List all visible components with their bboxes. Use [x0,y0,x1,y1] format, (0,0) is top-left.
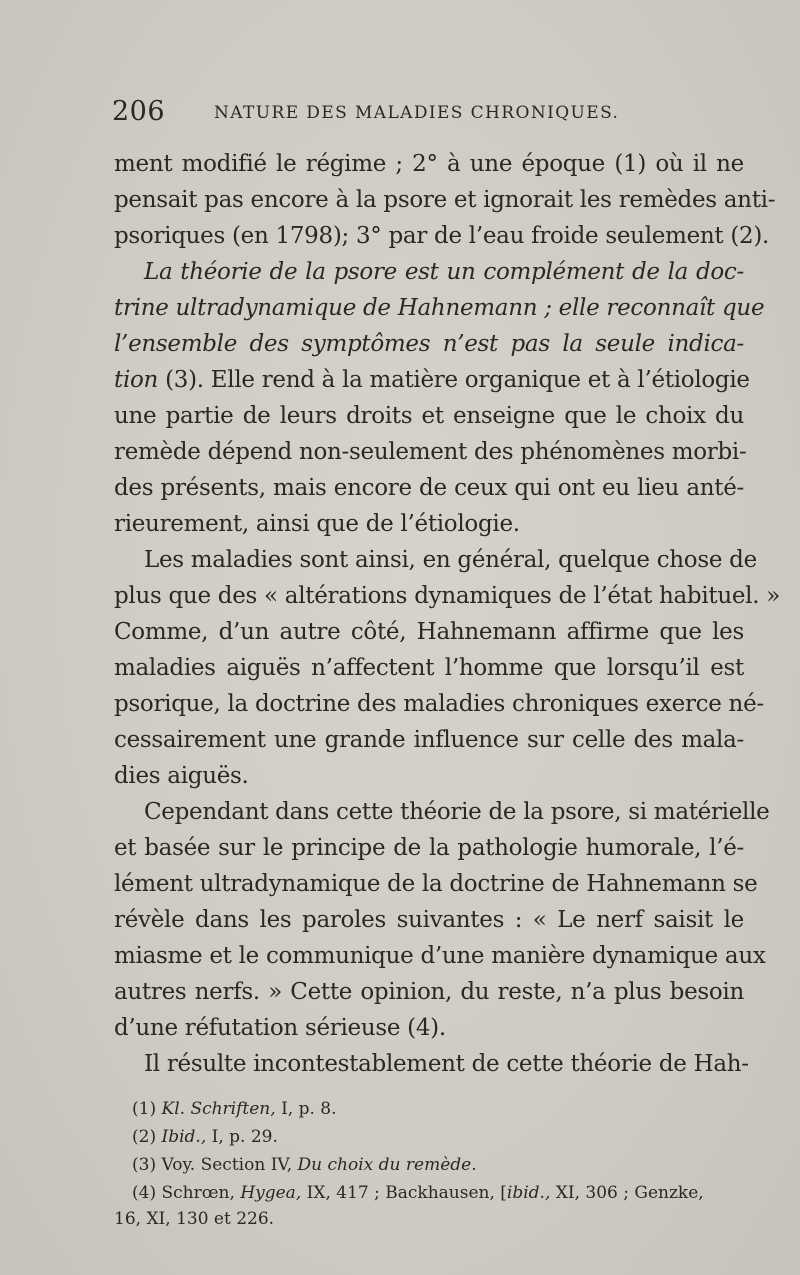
footnote-italic: ibid., [506,1183,551,1203]
text-line: cessairement une grande influence sur celle des mala- [114,727,744,753]
text-line: miasme et le communique d’une manière dynamique aux [114,943,766,969]
footnote-marker: (3) [132,1155,157,1175]
text-line: La théorie de la psore est un complément de la doc- [144,259,744,285]
text-line: autres nerfs. » Cette opinion, du reste, n’a plus besoin [114,979,744,1005]
footnote-italic: Kl. Schriften, [161,1099,276,1119]
footnote-text: I, p. 29. [206,1127,278,1147]
page-header [112,96,752,136]
text-line: une partie de leurs droits et enseigne que le choix du [114,403,744,429]
text-line: d’une réfutation sérieuse (4). [114,1015,446,1041]
footnote-text: Schrœn, [161,1183,241,1203]
text-line: l’ensemble des symptômes n’est pas la seule indica- [114,331,744,357]
text-line [114,362,750,398]
text-line: pensait pas encore à la psore et ignorait les remèdes anti- [114,187,776,213]
text-line: Les maladies sont ainsi, en général, quelque chose de [144,547,757,573]
footnote-text: IX, 417 ; Backhausen, [ [301,1183,507,1203]
footnote-marker: (2) [132,1127,157,1147]
text-line: Il résulte incontestablement de cette théorie de Hah- [144,1051,749,1077]
text-line: maladies aiguës n’affectent l’homme que lorsqu’il est [114,655,744,681]
text-line: lément ultradynamique de la doctrine de Hahnemann se [114,871,758,897]
footnote-text: XI, 306 ; Genzke, [550,1183,704,1203]
page-number: 206 [112,96,166,127]
footnote-italic: Ibid., [161,1127,207,1147]
text-run: (3). Elle rend à la matière organique et à l’étiologie [158,367,750,393]
text-line: révèle dans les paroles suivantes : « Le nerf saisit le [114,907,744,933]
text-line: rieurement, ainsi que de l’étiologie. [114,511,520,537]
text-line: trine ultradynamique de Hahnemann ; elle reconnaît que [114,295,765,321]
text-line: Comme, d’un autre côté, Hahnemann affirme que les [114,619,744,645]
footnote-marker: (4) [132,1183,157,1203]
text-italic: tion [114,367,159,393]
text-line: plus que des « altérations dynamiques de l’état habituel. » [114,583,781,609]
footnote-text: Voy. Section IV, [161,1155,298,1175]
text-line: et basée sur le principe de la pathologie humorale, l’é- [114,835,744,861]
text-line: dies aiguës. [114,763,249,789]
footnote-3 [132,1150,772,1180]
footnote-1 [132,1094,772,1124]
text-line: remède dépend non-seulement des phénomènes morbi- [114,439,747,465]
footnote-text: I, p. 8. [275,1099,337,1119]
text-line: des présents, mais encore de ceux qui ont eu lieu anté- [114,475,744,501]
running-title: NATURE DES MALADIES CHRONIQUES. [214,103,620,123]
footnote-4-continuation: 16, XI, 130 et 226. [114,1209,275,1229]
text-line: Cependant dans cette théorie de la psore, si matérielle [144,799,770,825]
text-line: psoriques (en 1798); 3° par de l’eau froide seulement (2). [114,223,770,249]
footnote-italic: Hygea, [240,1183,302,1203]
footnote-2 [132,1122,772,1152]
text-line: psorique, la doctrine des maladies chroniques exerce né- [114,691,764,717]
footnote-marker: (1) [132,1099,157,1119]
footnote-italic: Du choix du remède. [297,1155,477,1175]
text-line: ment modifié le régime ; 2° à une époque (1) où il ne [114,151,744,177]
